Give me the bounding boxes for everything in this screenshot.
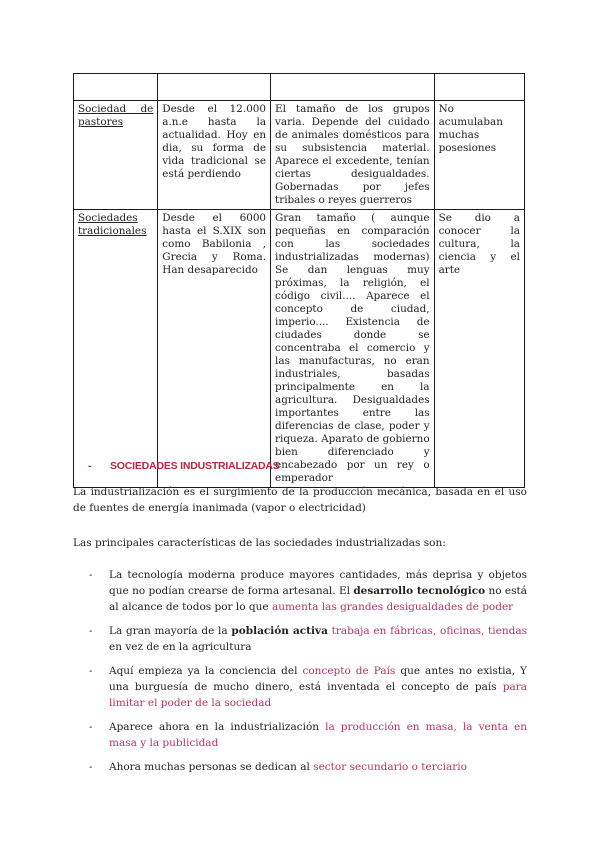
bullet-dash: - [89, 761, 93, 773]
society-features: Gran tamaño ( aunque pequeñas en comparación con las sociedades industrializadas modernas) Se dan lenguas muy próximas, la religión, el código civil.... Aparece el concepto de ciudad, imperio.... Existencia de ciudades donde se concentraba el comercio y las manufacturas, no eran industriales, basadas principalmente en la agricultura. Desigualdades importantes entre las diferencias de clase, poder y riqueza. Aparato de gobierno bien diferenciado y encabezado por un rey o emperador [271, 210, 435, 488]
bullet-dash: - [89, 625, 93, 637]
bullet-dash: - [89, 721, 93, 733]
table-header-row [74, 74, 525, 101]
header-cell [271, 74, 435, 101]
bullet-dash: - [89, 569, 93, 581]
society-features: El tamaño de los grupos varia. Depende del cuidado de animales domésticos para su subsistencia material. Aparece el excedente, tenían ciertas desigualdades. Gobernadas por jefes tribales o reyes guerreros [271, 101, 435, 210]
bold-run: población activa [231, 625, 328, 637]
highlight-run: la producción en masa, la venta en masa y la publicidad [109, 721, 528, 749]
list-item [73, 663, 527, 711]
society-period: Desde el 6000 hasta el S.XIX son como Babilonia , Grecia y Roma. Han desaparecido [158, 210, 271, 488]
list-item [73, 623, 527, 655]
list-item [73, 759, 527, 775]
text-run: La tecnología moderna produce mayores cantidades, más deprisa y objetos que no podían crearse de forma artesanal. El [109, 569, 527, 597]
text-run: Ahora muchas personas se dedican al [109, 761, 314, 773]
list-item [73, 567, 527, 615]
bold-run: desarrollo tecnológico [353, 585, 486, 597]
society-name: Sociedades tradicionales [74, 210, 158, 488]
society-period: Desde el 12.000 a.n.e hasta la actualidad. Hoy en dia, su forma de vida tradicional se está perdiendo [158, 101, 271, 210]
characteristics-list [73, 567, 527, 783]
intro-paragraph: La industrialización es el surgimiento de la producción mecánica, basada en el uso de fuentes de energía inanimada (vapor o electricidad) [73, 486, 527, 514]
text-run: que antes no existia, Y una burguesía de mucho dinero, está inventada el concepto de país [109, 665, 527, 693]
text-run: en vez de en la agricultura [109, 641, 252, 653]
highlight-run: aumenta las grandes desigualdades de poder [271, 601, 514, 613]
list-item [73, 719, 527, 751]
header-cell [158, 74, 271, 101]
society-name: Sociedad de pastores [74, 101, 158, 210]
societies-table [73, 73, 525, 488]
header-cell [74, 74, 158, 101]
header-cell [434, 74, 524, 101]
section-heading [88, 460, 280, 472]
text-run: La gran mayoría de la [109, 625, 232, 637]
text-run: Aparece ahora en la industrialización [109, 721, 326, 733]
highlight-run: sector secundario o terciario [313, 761, 467, 773]
highlight-run: para limitar el poder de la sociedad [109, 681, 527, 709]
table-row [74, 101, 525, 210]
heading-dash: - [88, 460, 92, 472]
table-row [74, 210, 525, 488]
heading-text: SOCIEDADES INDUSTRIALIZADAS [110, 460, 280, 472]
highlight-run: trabaja en fábricas, oficinas, tiendas [327, 625, 527, 637]
society-legacy: No acumulaban muchas posesiones [434, 101, 524, 210]
text-run: no está al alcance de todos por lo que [109, 585, 528, 613]
list-intro-paragraph: Las principales características de las sociedades industrializadas son: [73, 537, 446, 549]
text-run: Aquí empieza ya la conciencia del [109, 665, 303, 677]
society-legacy: Se dio a conocer la cultura, la ciencia y el arte [434, 210, 524, 488]
bullet-dash: - [89, 665, 93, 677]
highlight-run: concepto de País [302, 665, 396, 677]
